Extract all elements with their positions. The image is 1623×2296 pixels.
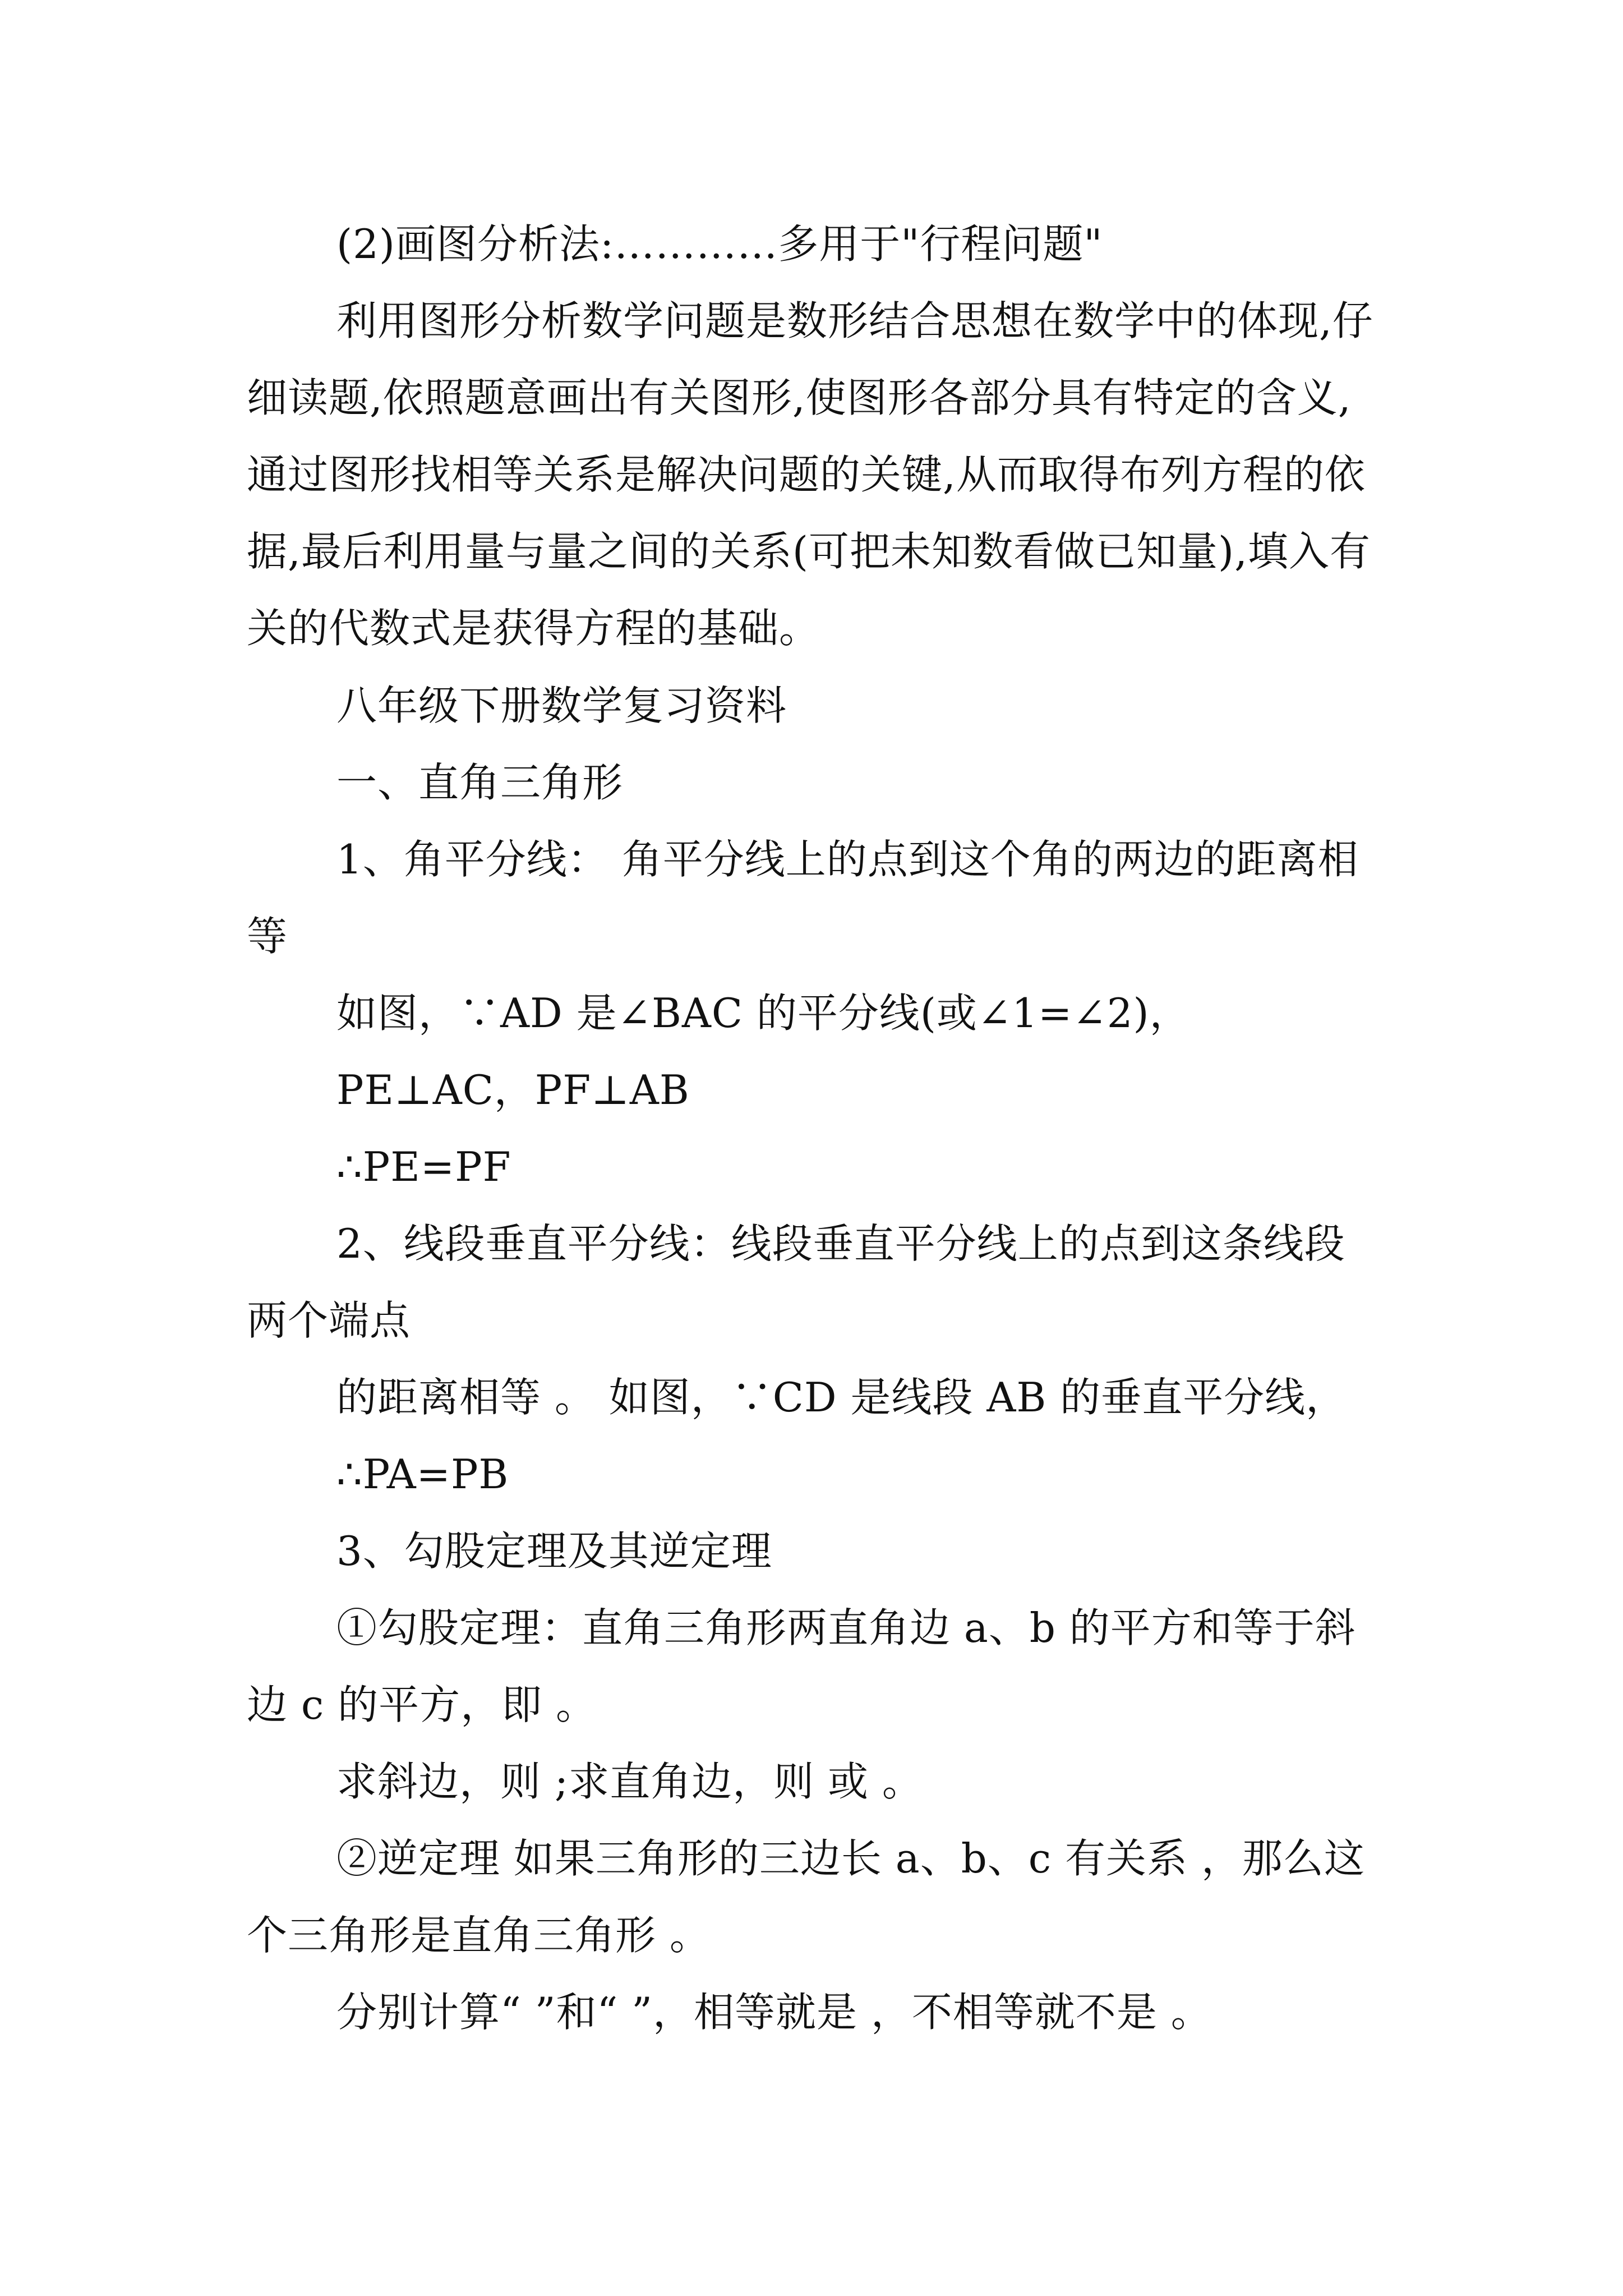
section-title: 八年级下册数学复习资料 <box>336 682 787 729</box>
paragraph-angle-bisector: 1、角平分线： 角平分线上的点到这个角的两边的距离相等 <box>247 836 1359 960</box>
paragraph-converse-theorem: ②逆定理 如果三角形的三边长 a、b、c 有关系 ，那么这个三角形是直角三角形 。 <box>247 1835 1365 1959</box>
heading-right-triangle: 一、直角三角形 <box>336 759 624 806</box>
paragraph-angle-bisector-example: 如图，∵AD 是∠BAC 的平分线(或∠1=∠2)， <box>336 990 1191 1037</box>
heading-pythagorean-theorem: 3、勾股定理及其逆定理 <box>336 1527 772 1575</box>
paragraph-pe-equals-pf: ∴PE=PF <box>336 1143 511 1190</box>
paragraph-perpendicular-bisector: 2、线段垂直平分线：线段垂直平分线上的点到这条线段两个端点 <box>247 1220 1345 1344</box>
paragraph-perpendicular-lines: PE⊥AC，PF⊥AB <box>336 1066 690 1114</box>
paragraph-solve-sides: 求斜边，则 ;求直角边，则 或 。 <box>336 1758 923 1805</box>
paragraph-perpendicular-bisector-example: 的距离相等 。 如图，∵CD 是线段 AB 的垂直平分线， <box>336 1374 1347 1421</box>
paragraph-pythagorean-theorem: ①勾股定理：直角三角形两直角边 a、b 的平方和等于斜边 c 的平方，即 。 <box>247 1604 1356 1728</box>
paragraph-figure-analysis: 利用图形分析数学问题是数形结合思想在数学中的体现,仔细读题,依照题意画出有关图形,使图形各部分具有特定的含义,通过图形找相等关系是解决问题的关键,从而取得布列方程的依据,最后利用量与量之间的关系(可把未知数看做已知量),填入有关的代数式是获得方程的基础。 <box>247 297 1373 652</box>
paragraph-drawing-method: (2)画图分析法:…………多用于"行程问题" <box>336 220 1103 268</box>
paragraph-compute-compare: 分别计算“ ”和“ ”，相等就是 ，不相等就不是 。 <box>336 1989 1212 2036</box>
paragraph-pa-equals-pb: ∴PA=PB <box>336 1451 509 1498</box>
